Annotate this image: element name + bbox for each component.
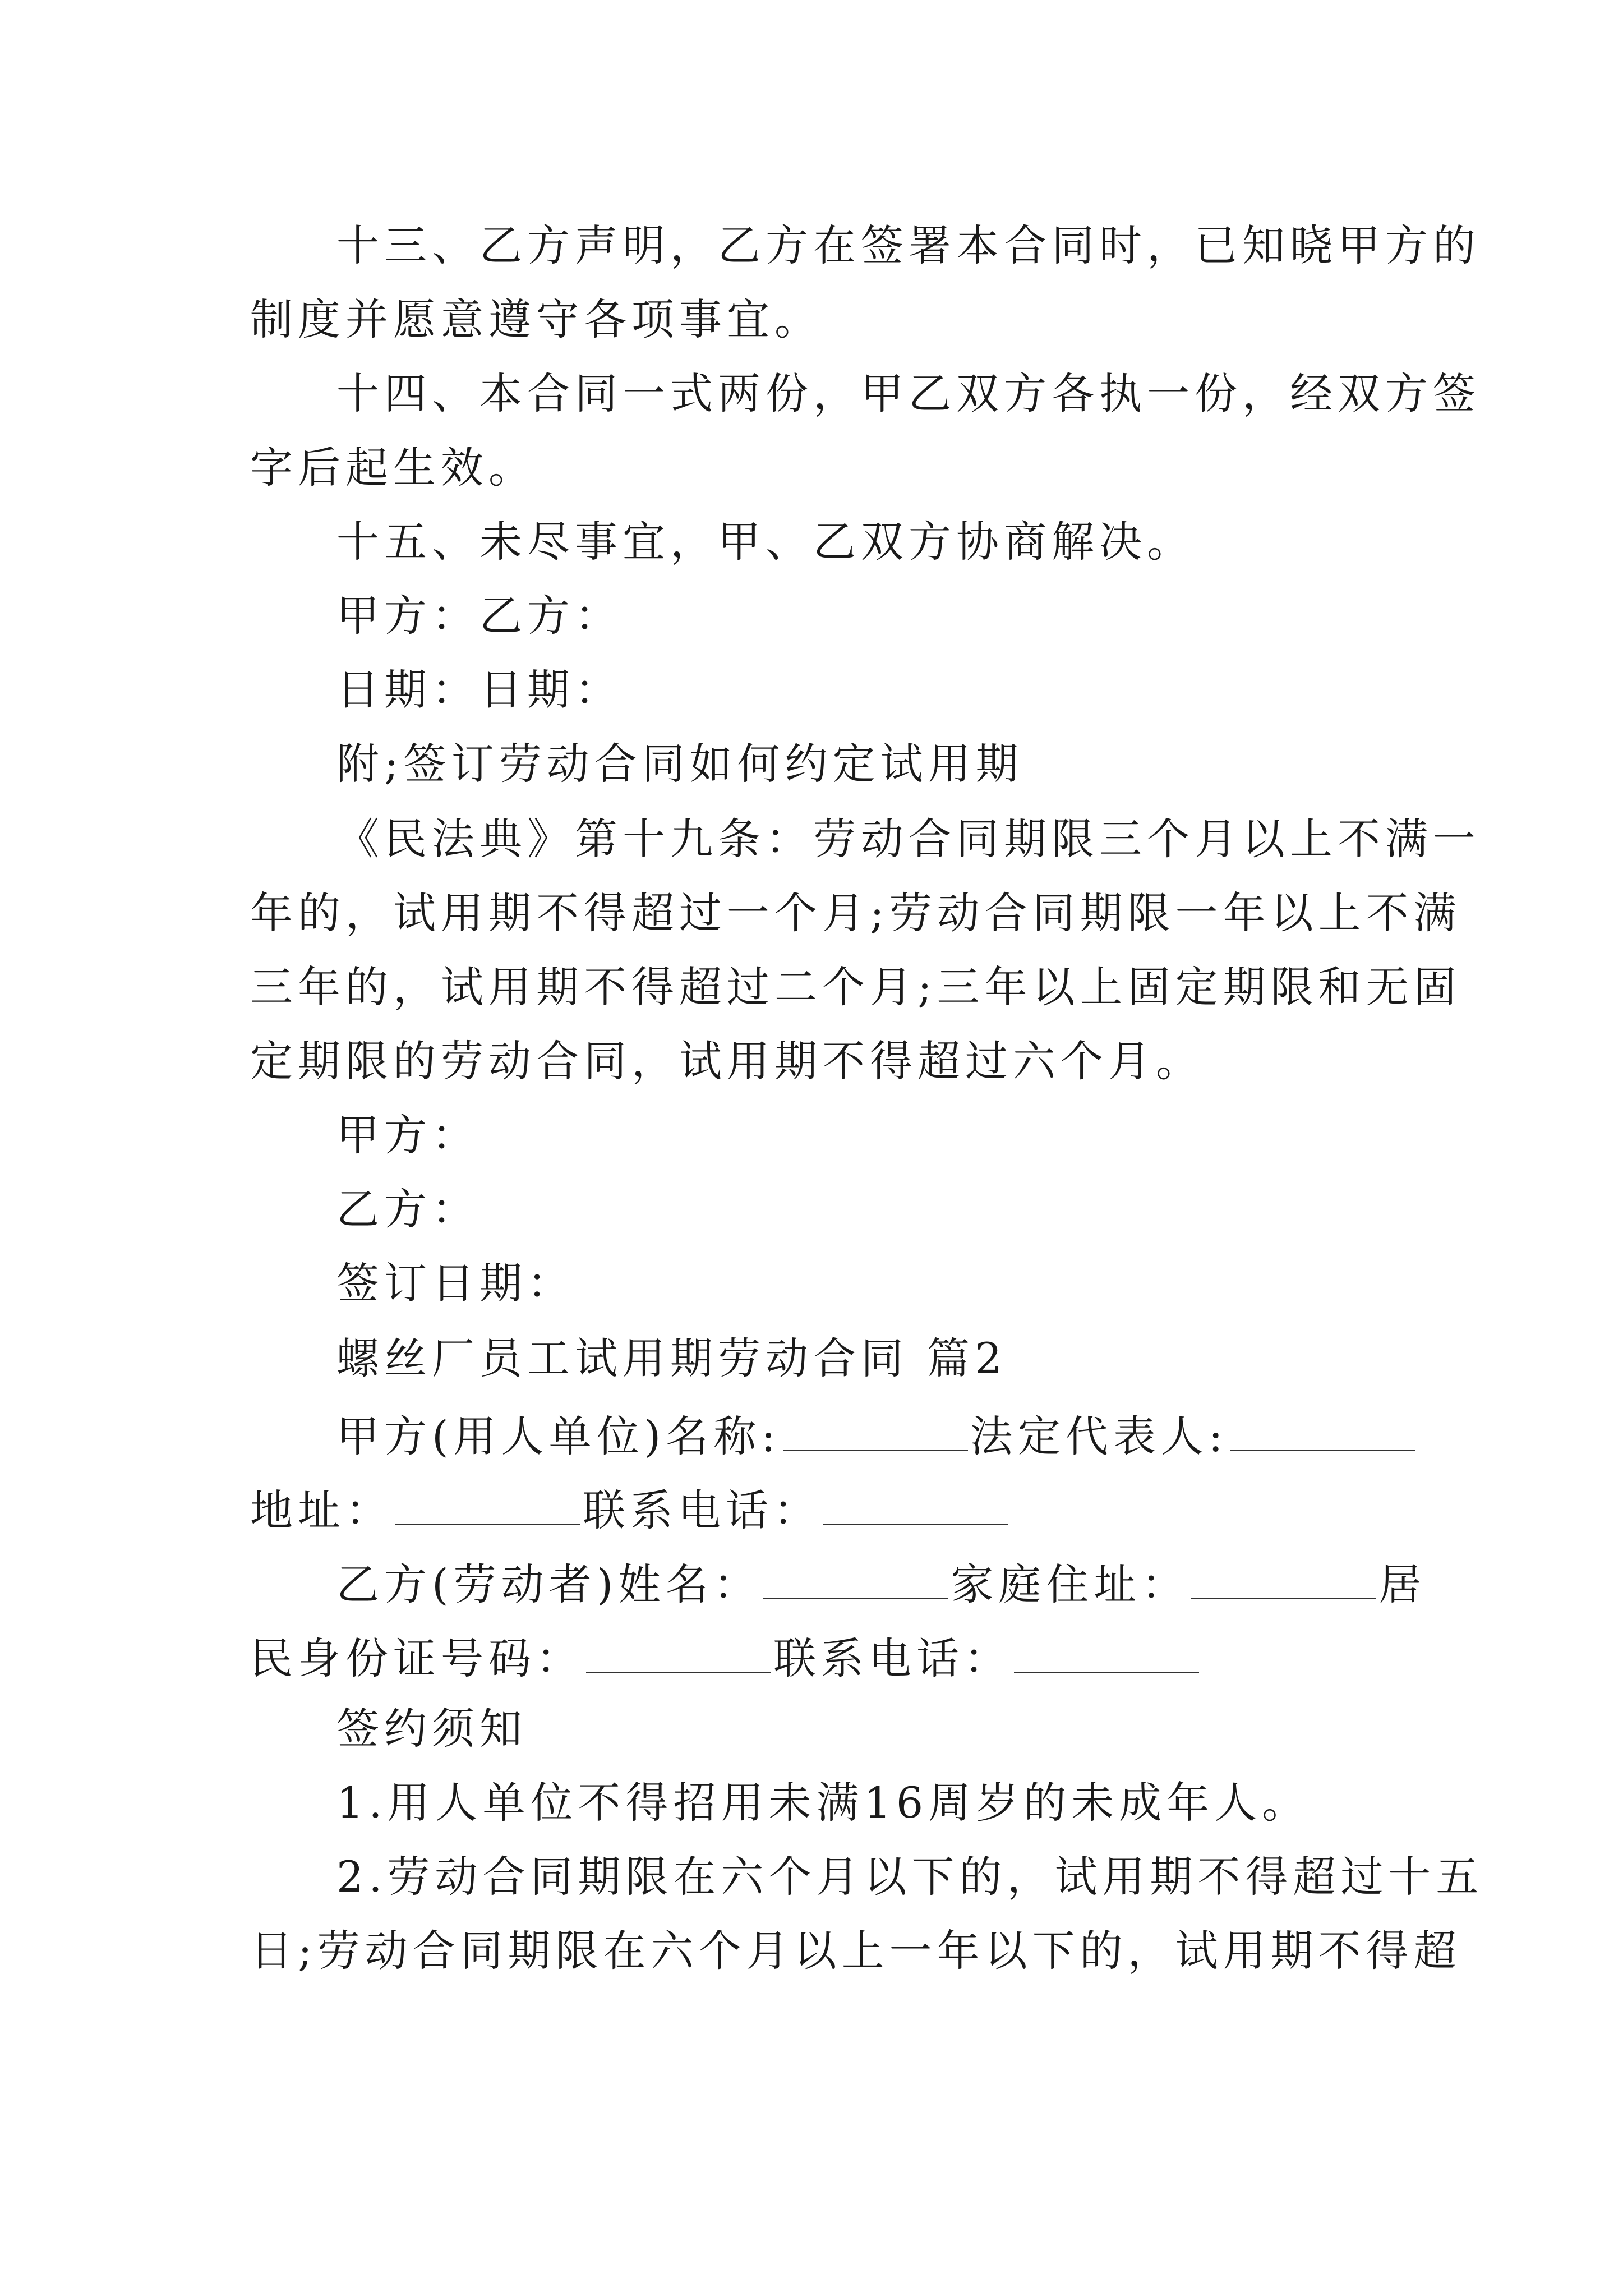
notice-title: 签约须知 (336, 1704, 527, 1754)
employee-id-blank (586, 1634, 771, 1673)
employee-name-blank (763, 1559, 948, 1599)
employee-home-blank (1191, 1559, 1376, 1599)
employer-phone-label: 联系电话： (583, 1485, 821, 1535)
employee-phone-label: 联系电话： (773, 1634, 1012, 1683)
employer-name-blank (783, 1411, 968, 1451)
law-text-line-3: 三年的，试用期不得超过二个月;三年以上固定期限和无固 (250, 962, 1461, 1012)
employer-phone-blank (823, 1485, 1008, 1525)
employee-name-label: 乙方(劳动者)姓名： (336, 1559, 762, 1609)
clause-13-line-1: 十三、乙方声明，乙方在签署本合同时，已知晓甲方的 (336, 220, 1481, 270)
employer-address-blank (395, 1485, 580, 1525)
legal-rep-blank (1230, 1411, 1415, 1451)
notice-item-2-line-1: 2.劳动合同期限在六个月以下的，试用期不得超过十五 (336, 1852, 1484, 1902)
signature-dates: 日期：日期： (336, 665, 623, 715)
employee-id-label: 民身份证号码： (250, 1634, 584, 1683)
appendix-title: 附;签订劳动合同如何约定试用期 (336, 739, 1023, 789)
notice-item-2-line-2: 日;劳动合同期限在六个月以上一年以下的，试用期不得超 (250, 1926, 1461, 1976)
party-a-label: 甲方： (336, 1110, 479, 1160)
clause-15: 十五、未尽事宜，甲、乙双方协商解决。 (336, 517, 1195, 567)
signature-parties: 甲方：乙方： (336, 591, 623, 641)
clause-14-line-2: 字后起生效。 (250, 443, 536, 493)
clause-14-line-1: 十四、本合同一式两份，甲乙双方各执一份，经双方签 (336, 369, 1481, 418)
employee-line-1 (336, 1559, 1427, 1609)
law-text-line-4: 定期限的劳动合同，试用期不得超过六个月。 (250, 1036, 1204, 1086)
employer-line-1 (336, 1411, 1418, 1461)
employer-line-2 (250, 1485, 1011, 1535)
employee-home-label: 家庭住址： (951, 1559, 1189, 1609)
employee-phone-blank (1014, 1634, 1199, 1673)
legal-rep-label: 法定代表人: (970, 1411, 1228, 1461)
notice-item-1: 1.用人单位不得招用未满16周岁的未成年人。 (336, 1778, 1310, 1828)
party-b-label: 乙方： (336, 1184, 479, 1234)
clause-13-line-2: 制度并愿意遵守各项事宜。 (250, 295, 822, 344)
section-2-title: 螺丝厂员工试用期劳动合同 篇2 (336, 1333, 1007, 1383)
id-prefix: 居 (1378, 1559, 1427, 1609)
employee-line-2 (250, 1634, 1201, 1683)
sign-date-label: 签订日期： (336, 1258, 575, 1308)
employer-address-label: 地址： (250, 1485, 393, 1535)
employer-name-label: 甲方(用人单位)名称: (336, 1411, 781, 1461)
law-text-line-1: 《民法典》第十九条：劳动合同期限三个月以上不满一 (336, 814, 1481, 864)
law-text-line-2: 年的，试用期不得超过一个月;劳动合同期限一年以上不满 (250, 888, 1461, 938)
